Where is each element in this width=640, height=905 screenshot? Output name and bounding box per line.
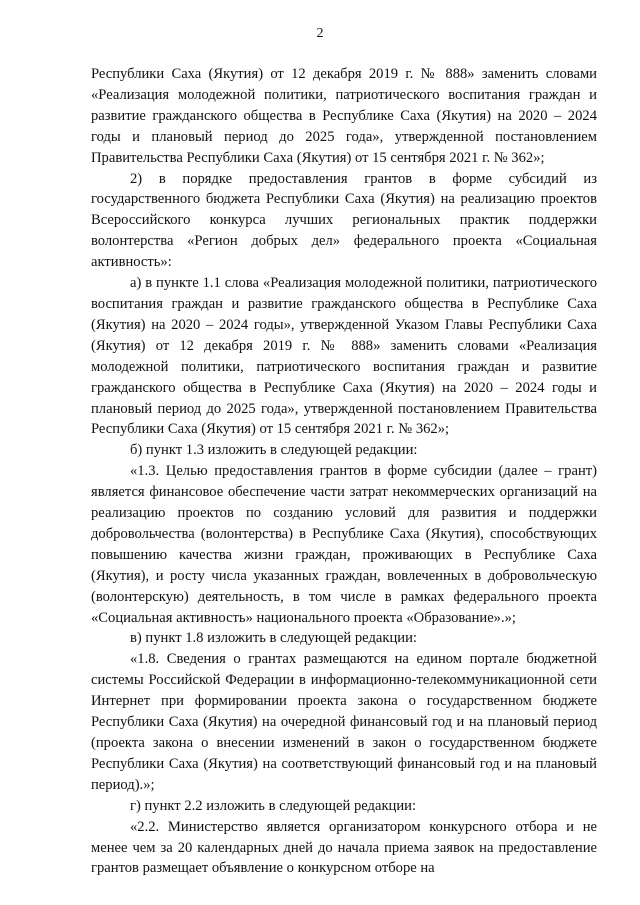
paragraph-item-2: 2) в порядке предоставления грантов в форме субсидий из государственного бюджета Республики Саха (Якутия) на реализацию проектов Всероссийского конкурса лучших региональных практик поддержки волонтерства «Регион добрых дел» федерального проекта «Социальная активность»: (91, 170, 597, 271)
paragraph-clause-1-8: «1.8. Сведения о грантах размещаются на едином портале бюджетной системы Российской Федерации в информационно-телекоммуникационной сети Интернет при формировании проекта закона о государственном бюджете Республики Саха (Якутия) на очередной финансовый год и на плановый период (проекта закона о внесении изменений в закон о государственном бюджете Республики Саха (Якутия) на соответствующий финансовый год и на плановый период).»; (91, 651, 597, 793)
paragraph-clause-1-3: «1.3. Целью предоставления грантов в форме субсидии (далее – грант) является финансовое обеспечение части затрат некоммерческих организаций на реализацию проектов по созданию условий для развития и поддержки добровольчества (волонтерства) в Республике Саха (Якутия), способствующих повышению качества жизни граждан, проживающих в Республике Саха (Якутия), и росту числа указанных граждан, вовлеченных в добровольческую (волонтерскую) деятельность, в том числе в рамках федерального проекта «Социальная активность» национального проекта «Образование».»; (91, 463, 597, 626)
paragraph-subitem-v: в) пункт 1.8 изложить в следующей редакции: (130, 630, 417, 647)
paragraph-subitem-b: б) пункт 1.3 изложить в следующей редакции: (130, 442, 418, 459)
paragraph-clause-2-2: «2.2. Министерство является организатором конкурсного отбора и не менее чем за 20 календарных дней до начала приема заявок на предоставление грантов размещает объявление о конкурсном отборе на (91, 818, 597, 877)
paragraph-subitem-g: г) пункт 2.2 изложить в следующей редакции: (130, 797, 417, 814)
paragraph-subitem-a: а) в пункте 1.1 слова «Реализация молодежной политики, патриотического воспитания граждан и развитие гражданского общества в Республике Саха (Якутия) на 2020 – 2024 годы», утвержденной Указом Главы Республики Саха (Якутия) от 12 декабря 2019 г. № 888» заменить словами «Реализация молодежной политики, патриотического воспитания граждан и развитие гражданского общества в Республике Саха (Якутия) на 2020 – 2024 годы и плановый период до 2025 года», утвержденной постановлением Правительства Республики Саха (Якутия) от 15 сентября 2021 г. № 362»; (91, 275, 597, 438)
page-number: 2 (316, 26, 324, 41)
paragraph-continuation: Республики Саха (Якутия) от 12 декабря 2019 г. № 888» заменить словами «Реализация молодежной политики, патриотического воспитания граждан и развитие гражданского общества в Республике Саха (Якутия) на 2020 – 2024 годы и плановый период до 2025 года», утвержденной постановлением Правительства Республики Саха (Якутия) от 15 сентября 2021 г. № 362»; (91, 66, 597, 166)
document-body (91, 64, 597, 879)
